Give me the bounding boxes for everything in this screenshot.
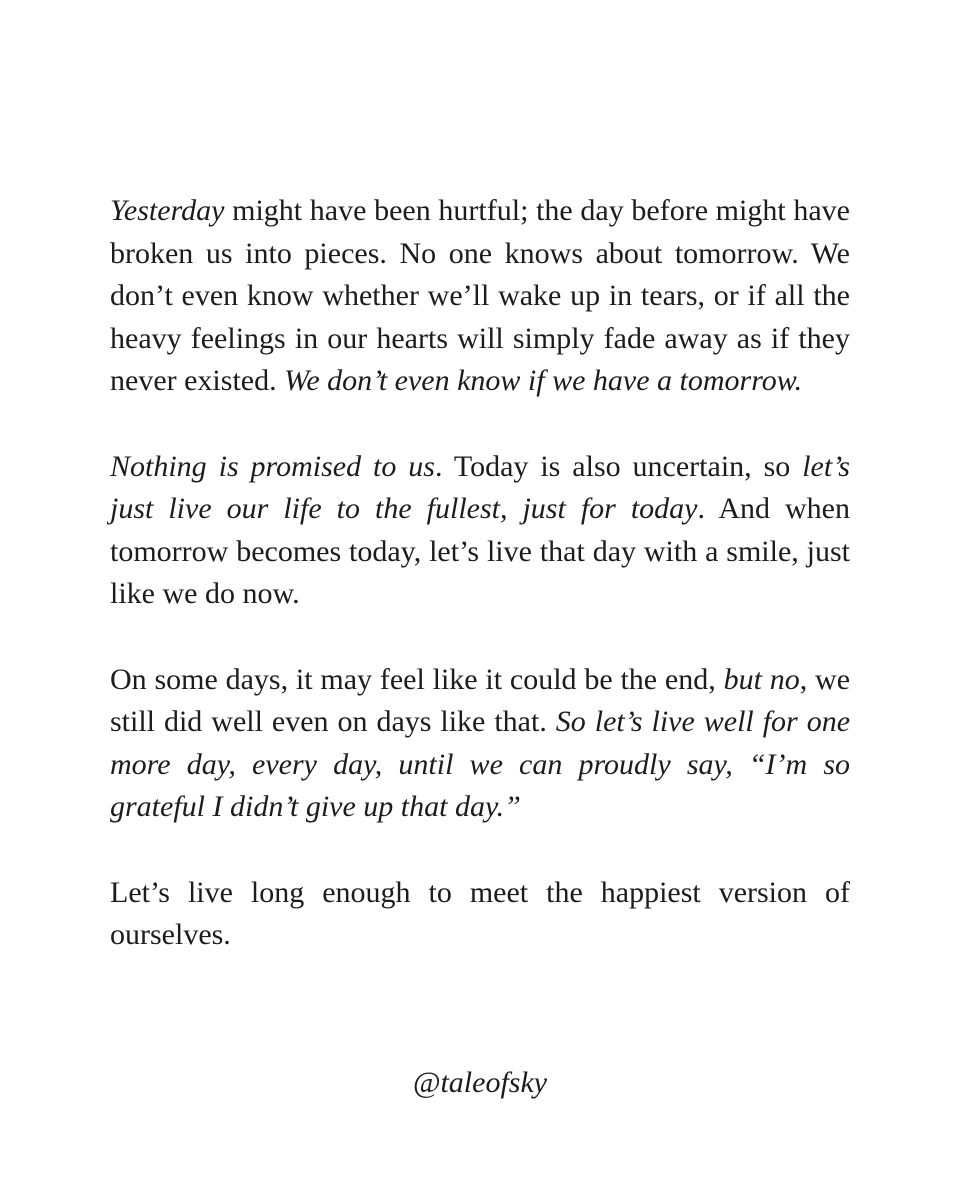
text-segment: So let’s live well for one more day, every day, until we can proudly say, “I’m so grateful I didn’t give up that day.”	[110, 705, 851, 824]
quote-text-body	[110, 190, 850, 957]
paragraph-4	[110, 872, 850, 957]
text-segment: Yesterday	[110, 194, 225, 227]
text-segment: We don’t even know if we have a tomorrow.	[284, 364, 803, 398]
paragraph-3	[110, 659, 850, 829]
text-segment: but no	[723, 662, 800, 696]
text-segment: , we still did well even on days like that.	[110, 662, 851, 739]
author-handle: @taleofsky	[412, 1066, 548, 1099]
text-segment: On some days, it may feel like it could be the end,	[110, 662, 724, 696]
paragraph-2	[110, 446, 850, 616]
text-segment: might have been hurtful; the day before might have broken us into pieces. No one knows about tomorrow. We don’t even know whether we’ll wake up in tears, or if all the heavy feelings in our hearts will simply fade away as if they never existed.	[110, 194, 850, 398]
text-segment: . And when tomorrow becomes today, let’s live that day with a smile, just like we do now.	[110, 492, 850, 611]
text-segment: Nothing is promised to us	[110, 449, 435, 483]
paragraph-1	[110, 190, 850, 403]
text-segment: . Today is also uncertain, so	[434, 449, 803, 483]
text-segment: let’s just live our life to the fullest, just for today	[110, 449, 850, 526]
text-segment: Let’s live long enough to meet the happiest version of ourselves.	[110, 875, 850, 952]
